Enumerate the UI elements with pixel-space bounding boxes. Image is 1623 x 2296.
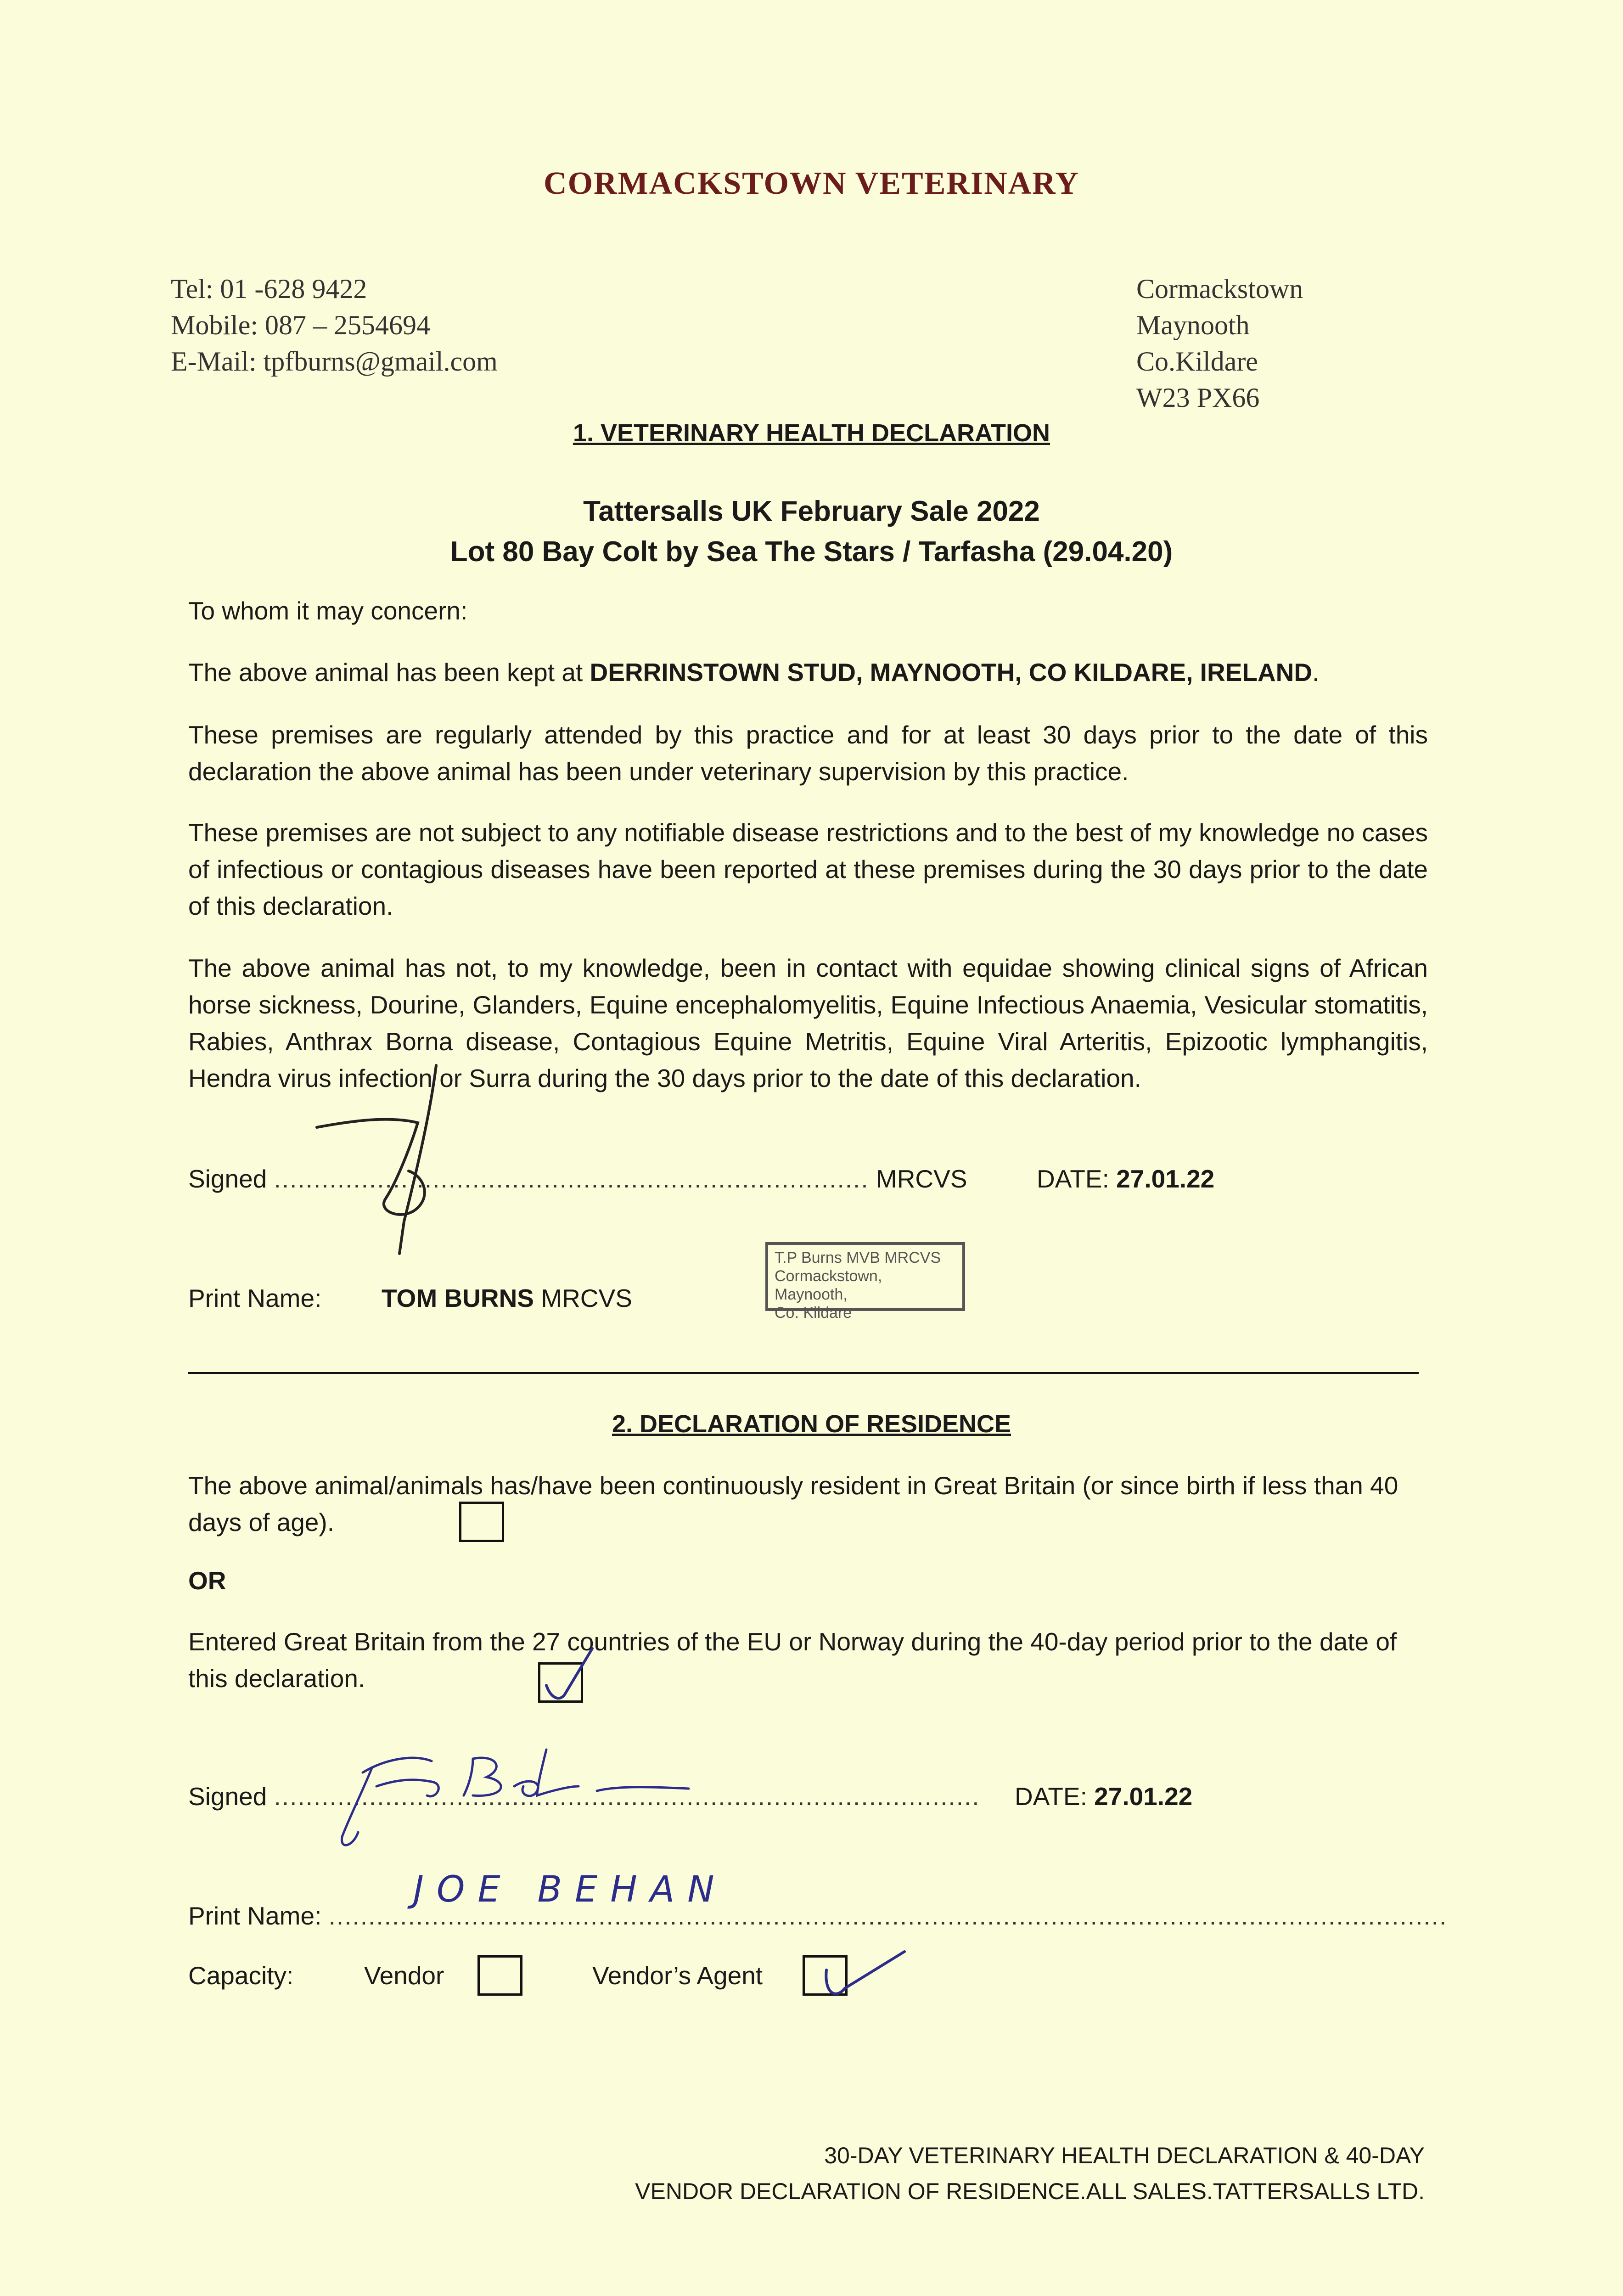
address-line: W23 PX66 — [1136, 383, 1260, 413]
salutation: To whom it may concern: — [188, 597, 468, 625]
kept-location: DERRINSTOWN STUD, MAYNOOTH, CO KILDARE, IRELAND — [590, 658, 1313, 687]
address-line: Cormackstown — [1136, 274, 1303, 304]
contact-details — [171, 271, 498, 380]
kept-suffix: . — [1312, 658, 1320, 687]
signed-label: Signed — [188, 1782, 267, 1811]
section1-heading: 1. VETERINARY HEALTH DECLARATION — [573, 419, 1050, 447]
mobile-number: Mobile: 087 – 2554694 — [171, 310, 430, 340]
vet-name-suffix: MRCVS — [534, 1284, 632, 1312]
mrcvs-suffix: MRCVS — [876, 1165, 967, 1193]
phone-number: Tel: 01 -628 9422 — [171, 274, 367, 304]
entered-option — [188, 1623, 1419, 1697]
or-label: OR — [188, 1566, 226, 1595]
date-value: 27.01.22 — [1094, 1782, 1193, 1811]
date-label: DATE: — [1015, 1782, 1095, 1811]
entered-option-text: Entered Great Britain from the 27 countries of the EU or Norway during the 40-day period prior to the date of this declaration. — [188, 1627, 1397, 1693]
practice-stamp — [765, 1242, 965, 1322]
capacity-row — [188, 1961, 293, 1990]
stamp-line: Cormackstown, Maynooth, — [775, 1267, 882, 1303]
contact-paragraph: The above animal has not, to my knowledge, been in contact with equidae showing clinical signs of African horse sickness, Dourine, Glanders, Equine encephalomyelitis, Equine Infectious Anaemia, Vesicular stomatitis, Rabies, Anthrax Borna disease, Contagious Equine Metritis, Equine Viral Arteritis, Epizootic lymphangitis, Hendra virus infection or Surra during the 30 days prior to the date of this declaration. — [188, 954, 1428, 1092]
vendor-checkbox[interactable] — [477, 1955, 522, 1996]
capacity-label: Capacity: — [188, 1961, 294, 1990]
handwritten-print-name: JOE BEHAN — [413, 1869, 727, 1910]
print-name-label: Print Name: — [188, 1902, 322, 1930]
signature-dots: ........................................................................... — [274, 1165, 869, 1193]
vendor-agent-option-label: Vendor’s Agent — [592, 1961, 763, 1990]
checkmark-icon — [537, 1639, 601, 1708]
checkmark-icon — [813, 1942, 914, 2011]
vendor-signature-icon — [321, 1717, 698, 1855]
resident-option-text: The above animal/animals has/have been continuously resident in Great Britain (or since birth if less than 40 days of age). — [188, 1471, 1398, 1536]
section2-heading: 2. DECLARATION OF RESIDENCE — [612, 1410, 1011, 1438]
resident-option — [188, 1467, 1419, 1541]
kept-at-paragraph — [188, 654, 1428, 691]
email-address: E-Mail: tpfburns@gmail.com — [171, 346, 498, 377]
sale-title: Tattersalls UK February Sale 2022 — [583, 495, 1040, 527]
section-divider — [188, 1372, 1419, 1374]
stamp-line: T.P Burns MVB MRCVS — [775, 1249, 941, 1266]
footer-line: VENDOR DECLARATION OF RESIDENCE.ALL SALES.TATTERSALLS LTD. — [635, 2178, 1425, 2204]
vet-date — [1037, 1164, 1214, 1193]
print-name-dots: ............................................................................................................................................. — [328, 1902, 1448, 1930]
vendor-print-name-line — [188, 1901, 1447, 1930]
lot-title: Lot 80 Bay Colt by Sea The Stars / Tarfasha (29.04.20) — [450, 536, 1173, 568]
stamp-line: Co. Kildare — [775, 1304, 852, 1322]
address-line: Co.Kildare — [1136, 346, 1258, 377]
vet-signature-icon — [298, 1047, 537, 1258]
date-label: DATE: — [1037, 1165, 1117, 1193]
document-footer — [635, 2138, 1425, 2209]
supervision-paragraph: These premises are regularly attended by this practice and for at least 30 days prior to the date of this declaration the above animal has been under veterinary supervision by this practice. — [188, 720, 1428, 786]
print-name-label: Print Name: — [188, 1284, 322, 1312]
kept-prefix: The above animal has been kept at — [188, 658, 590, 687]
resident-checkbox[interactable] — [459, 1502, 504, 1542]
vet-name: TOM BURNS — [381, 1284, 534, 1312]
vendor-option-label: Vendor — [364, 1961, 444, 1990]
sale-lot-block — [0, 491, 1623, 572]
practice-title: CORMACKSTOWN VETERINARY — [544, 166, 1079, 201]
signed-label: Signed — [188, 1165, 267, 1193]
signature-dots: ......................................................................................... — [274, 1782, 980, 1811]
address-line: Maynooth — [1136, 310, 1250, 340]
restrictions-paragraph: These premises are not subject to any notifiable disease restrictions and to the best of my knowledge no cases of infectious or contagious diseases have been reported at these premises during the 30 days prior to the date of this declaration. — [188, 818, 1428, 920]
vet-print-name-row — [188, 1283, 632, 1313]
practice-address — [1136, 271, 1303, 416]
date-value: 27.01.22 — [1116, 1165, 1215, 1193]
footer-line: 30-DAY VETERINARY HEALTH DECLARATION & 40-DAY — [824, 2143, 1425, 2168]
vendor-date — [1015, 1782, 1192, 1811]
